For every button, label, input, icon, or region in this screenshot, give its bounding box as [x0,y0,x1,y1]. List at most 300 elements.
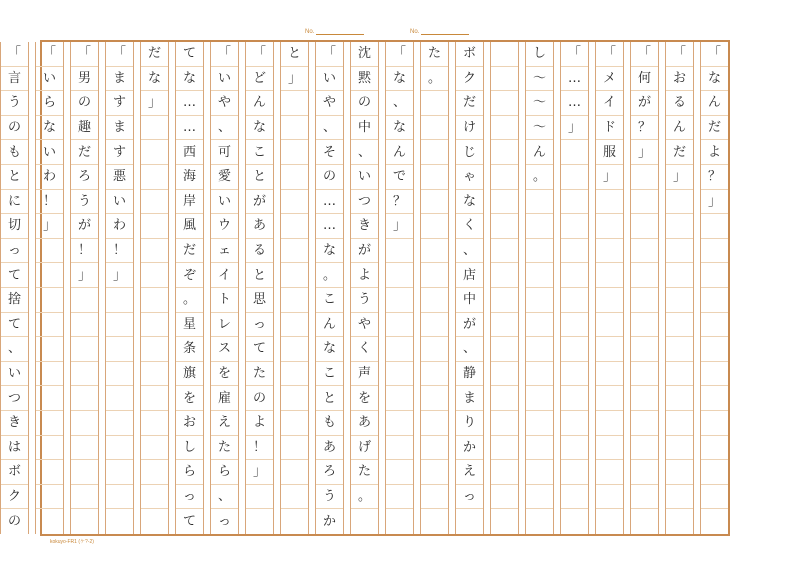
grid-cell [141,214,168,239]
grid-cell: く [351,337,378,362]
grid-cell: 、 [211,116,238,141]
grid-cell: な [36,116,63,141]
grid-cell: と [281,42,308,67]
grid-cell: ス [211,337,238,362]
column-gutter [588,42,596,534]
grid-cell [596,214,623,239]
grid-cell: あ [316,436,343,461]
grid-cell: な [456,190,483,215]
grid-cell [596,337,623,362]
grid-cell [281,116,308,141]
grid-cell [561,485,588,510]
grid-cell: ゃ [456,165,483,190]
grid-cell [596,485,623,510]
grid-cell: お [666,67,693,92]
grid-cell: 条 [176,337,203,362]
column-gutter [63,42,71,534]
grid-cell: っ [217,514,231,530]
grid-cell [701,313,728,338]
grid-cell [596,362,623,387]
grid-cell [281,337,308,362]
column-gutter [553,42,561,534]
paper-brand-footer: kokuyo-FR1 (ケ?-2) [50,539,94,545]
grid-cell [561,386,588,411]
grid-cell [141,239,168,264]
grid-cell: こ [316,362,343,387]
grid-cell [631,337,658,362]
grid-cell: っ [176,485,203,510]
grid-cell: … [176,91,203,116]
grid-cell [666,313,693,338]
grid-cell: い [1,362,28,387]
grid-cell: が [246,190,273,215]
grid-cell [701,337,728,362]
grid-cell [421,91,448,116]
grid-cell: 、 [316,116,343,141]
grid-cell [71,362,98,387]
grid-cell [386,263,413,288]
grid-cell [71,411,98,436]
grid-cell: う [316,485,343,510]
grid-cell: だ [666,140,693,165]
grid-cell [106,460,133,485]
grid-cell [526,239,553,264]
grid-cell: 。 [316,263,343,288]
grid-cell [36,288,63,313]
grid-cell: し [526,42,553,67]
grid-cell [666,411,693,436]
grid-cell [631,362,658,387]
grid-cell [561,411,588,436]
column-gutter [133,42,141,534]
number-field-2: No. [410,27,469,39]
grid-cell: 「 [246,42,273,67]
grid-cell: 店 [456,263,483,288]
grid-cell: も [1,140,28,165]
grid-cell: な [316,239,343,264]
grid-cell: 」 [386,214,413,239]
column-gutter [98,42,106,534]
grid-cell [491,42,518,67]
grid-cell [281,91,308,116]
grid-cell [281,411,308,436]
grid-cell: 、 [386,91,413,116]
grid-cell: な [386,116,413,141]
grid-cell: は [1,436,28,461]
grid-cell: の [351,91,378,116]
grid-cell [386,239,413,264]
column-gutter [623,42,631,534]
manuscript-column [561,42,588,534]
grid-cell: 」 [246,460,273,485]
grid-cell [141,509,168,534]
grid-cell: 星 [176,313,203,338]
grid-cell [421,509,448,534]
grid-cell [561,313,588,338]
grid-cell: し [176,436,203,461]
grid-cell: た [351,460,378,485]
manuscript-column [316,42,343,534]
grid-cell: ！ [71,239,98,264]
grid-cell [281,239,308,264]
grid-cell: や [351,313,378,338]
grid-cell: ェ [211,239,238,264]
grid-cell [36,509,63,534]
grid-cell [281,190,308,215]
grid-cell [561,190,588,215]
grid-cell [141,116,168,141]
grid-cell: 、 [1,337,28,362]
grid-cell [421,190,448,215]
manuscript-column [176,42,203,534]
grid-cell [281,436,308,461]
grid-cell [141,411,168,436]
grid-cell [71,313,98,338]
grid-cell: え [211,411,238,436]
grid-cell [666,337,693,362]
grid-cell: … [561,91,588,116]
grid-cell: 切 [1,214,28,239]
grid-cell: わ [36,165,63,190]
grid-cell [561,460,588,485]
grid-cell: ん [316,313,343,338]
grid-cell [666,190,693,215]
grid-cell [631,165,658,190]
grid-cell [106,436,133,461]
grid-cell: な [386,67,413,92]
grid-cell: 西 [176,140,203,165]
grid-cell: よ [351,263,378,288]
grid-cell: や [316,91,343,116]
grid-cell: こ [316,288,343,313]
grid-cell [631,313,658,338]
column-gutter [343,42,351,534]
grid-cell: こ [246,140,273,165]
column-gutter [273,42,281,534]
grid-cell: な [141,67,168,92]
grid-cell [631,509,658,534]
column-gutter [658,42,666,534]
grid-cell: 「 [316,42,343,67]
grid-cell: す [106,140,133,165]
manuscript-column [246,42,273,534]
grid-cell: ら [211,460,238,485]
grid-cell [421,386,448,411]
grid-cell [141,362,168,387]
grid-cell: る [246,239,273,264]
grid-cell: 、 [456,337,483,362]
grid-cell [386,337,413,362]
grid-cell [386,288,413,313]
grid-cell: 「 [71,42,98,67]
manuscript-column [421,42,448,534]
grid-cell: 「 [666,42,693,67]
manuscript-column [386,42,413,534]
grid-cell: ま [106,67,133,92]
grid-cell: 「 [701,42,728,67]
grid-cell: い [316,67,343,92]
grid-cell [36,239,63,264]
grid-cell [491,116,518,141]
grid-cell [526,337,553,362]
grid-cell: イ [211,263,238,288]
grid-cell: お [176,411,203,436]
grid-cell: ！ [36,190,63,215]
grid-cell: ら [176,460,203,485]
column-gutter [0,42,1,534]
grid-cell: と [246,165,273,190]
grid-cell [491,214,518,239]
grid-cell: 服 [596,140,623,165]
grid-cell [491,411,518,436]
grid-cell: 」 [701,190,728,215]
grid-cell [71,288,98,313]
grid-cell [281,214,308,239]
grid-cell [106,313,133,338]
grid-cell: ま [456,386,483,411]
manuscript-column [351,42,378,534]
grid-cell [141,190,168,215]
grid-cell: 中 [351,116,378,141]
grid-cell [386,313,413,338]
grid-cell: ト [211,288,238,313]
grid-cell [526,509,553,534]
grid-cell [701,485,728,510]
grid-cell [36,436,63,461]
grid-cell: て [182,514,196,530]
grid-cell [421,485,448,510]
grid-cell [596,436,623,461]
grid-cell: 、 [211,485,238,510]
grid-cell [141,140,168,165]
grid-cell [631,411,658,436]
grid-cell [596,190,623,215]
grid-cell [421,436,448,461]
grid-cell [386,436,413,461]
grid-cell: っ [246,313,273,338]
grid-cell [281,263,308,288]
grid-cell: 静 [456,362,483,387]
grid-cell: 声 [351,362,378,387]
grid-cell [561,362,588,387]
grid-cell [491,386,518,411]
grid-cell: い [36,67,63,92]
grid-cell [526,214,553,239]
grid-cell [421,140,448,165]
grid-cell [421,239,448,264]
grid-cell [526,313,553,338]
grid-cell [596,411,623,436]
grid-cell: っ [1,239,28,264]
grid-cell: と [246,263,273,288]
grid-cell: と [1,165,28,190]
grid-cell [106,386,133,411]
grid-cell: イ [596,91,623,116]
grid-cell: か [322,514,336,530]
grid-cell: 海 [176,165,203,190]
grid-cell: た [246,362,273,387]
grid-cell: 「 [631,42,658,67]
grid-cell [561,214,588,239]
grid-cell: 」 [141,91,168,116]
grid-cell: 捨 [1,288,28,313]
grid-cell [36,337,63,362]
grid-cell: ド [596,116,623,141]
grid-cell [701,509,728,534]
grid-cell: ん [526,140,553,165]
grid-cell: か [456,436,483,461]
grid-cell [491,436,518,461]
grid-cell: げ [351,436,378,461]
column-gutter [413,42,421,534]
grid-cell: 風 [176,214,203,239]
grid-cell: う [1,91,28,116]
grid-cell [596,460,623,485]
manuscript-column [211,42,238,534]
grid-cell [141,436,168,461]
grid-cell: 。 [351,485,378,510]
grid-cell: が [71,214,98,239]
grid-cell: 〜 [526,116,553,141]
grid-cell: 〜 [526,67,553,92]
grid-cell: た [211,436,238,461]
grid-cell: 愛 [211,165,238,190]
grid-cell [386,460,413,485]
grid-cell: … [561,67,588,92]
grid-cell [36,313,63,338]
grid-cell [666,288,693,313]
grid-cell [281,165,308,190]
grid-cell: な [316,337,343,362]
grid-cell: い [211,67,238,92]
grid-cell [281,485,308,510]
grid-cell: よ [701,140,728,165]
grid-cell [596,509,623,534]
grid-cell: 男 [71,67,98,92]
grid-cell [701,362,728,387]
grid-cell: つ [1,386,28,411]
grid-cell [281,386,308,411]
grid-cell: る [666,91,693,116]
grid-cell: 」 [561,116,588,141]
grid-cell [141,165,168,190]
grid-cell: っ [456,485,483,510]
grid-cell: 。 [176,288,203,313]
grid-cell: 「 [106,42,133,67]
grid-cell [526,436,553,461]
grid-cell: て [246,337,273,362]
grid-cell [701,436,728,461]
grid-cell [561,239,588,264]
grid-cell [666,485,693,510]
grid-cell [561,140,588,165]
manuscript-column [631,42,658,534]
grid-cell: う [351,288,378,313]
grid-cell: て [1,263,28,288]
grid-cell [491,239,518,264]
grid-cell [666,436,693,461]
grid-cell: ぞ [176,263,203,288]
grid-cell: の [316,165,343,190]
grid-cell [596,288,623,313]
grid-cell [421,165,448,190]
grid-cell: き [351,214,378,239]
column-gutter [483,42,491,534]
grid-cell: ボ [456,42,483,67]
grid-cell [141,485,168,510]
grid-cell [71,509,98,534]
grid-cell [421,263,448,288]
grid-cell: そ [316,140,343,165]
grid-cell [246,485,273,510]
grid-cell: 岸 [176,190,203,215]
grid-cell: を [176,386,203,411]
grid-cell: が [631,91,658,116]
grid-cell [701,214,728,239]
grid-cell [71,386,98,411]
grid-cell: で [386,165,413,190]
number-field-1: No. [305,27,364,39]
grid-cell [141,337,168,362]
column-gutter [203,42,211,534]
grid-cell: わ [106,214,133,239]
grid-cell [421,337,448,362]
grid-cell [106,337,133,362]
column-gutter [378,42,386,534]
column-gutter [308,42,316,534]
grid-cell: だ [71,140,98,165]
grid-cell [491,362,518,387]
grid-cell [631,190,658,215]
grid-cell: 可 [211,140,238,165]
grid-cell [526,411,553,436]
grid-cell [106,288,133,313]
grid-cell [561,165,588,190]
grid-cell: の [1,116,28,141]
column-gutter [693,42,701,534]
grid-cell [141,263,168,288]
grid-cell: ろ [71,165,98,190]
grid-cell [36,460,63,485]
grid-cell [561,509,588,534]
manuscript-column [141,42,168,534]
grid-cell [631,460,658,485]
grid-cell: … [176,116,203,141]
grid-cell: 雇 [211,386,238,411]
grid-cell: り [456,411,483,436]
grid-cell: あ [351,411,378,436]
grid-cell: の [246,386,273,411]
manuscript-column [36,42,63,534]
grid-cell: き [1,411,28,436]
grid-cell: だ [456,91,483,116]
grid-cell [526,288,553,313]
grid-cell: く [456,214,483,239]
grid-cell [386,485,413,510]
grid-cell: て [176,42,203,67]
grid-cell: 」 [631,140,658,165]
grid-cell: に [1,190,28,215]
grid-cell: ？ [701,165,728,190]
grid-cell [71,436,98,461]
grid-cell [246,509,273,534]
grid-cell [421,362,448,387]
grid-cell [491,509,518,534]
grid-cell: 悪 [106,165,133,190]
grid-cell: な [701,67,728,92]
grid-cell: ウ [211,214,238,239]
column-gutter [238,42,246,534]
